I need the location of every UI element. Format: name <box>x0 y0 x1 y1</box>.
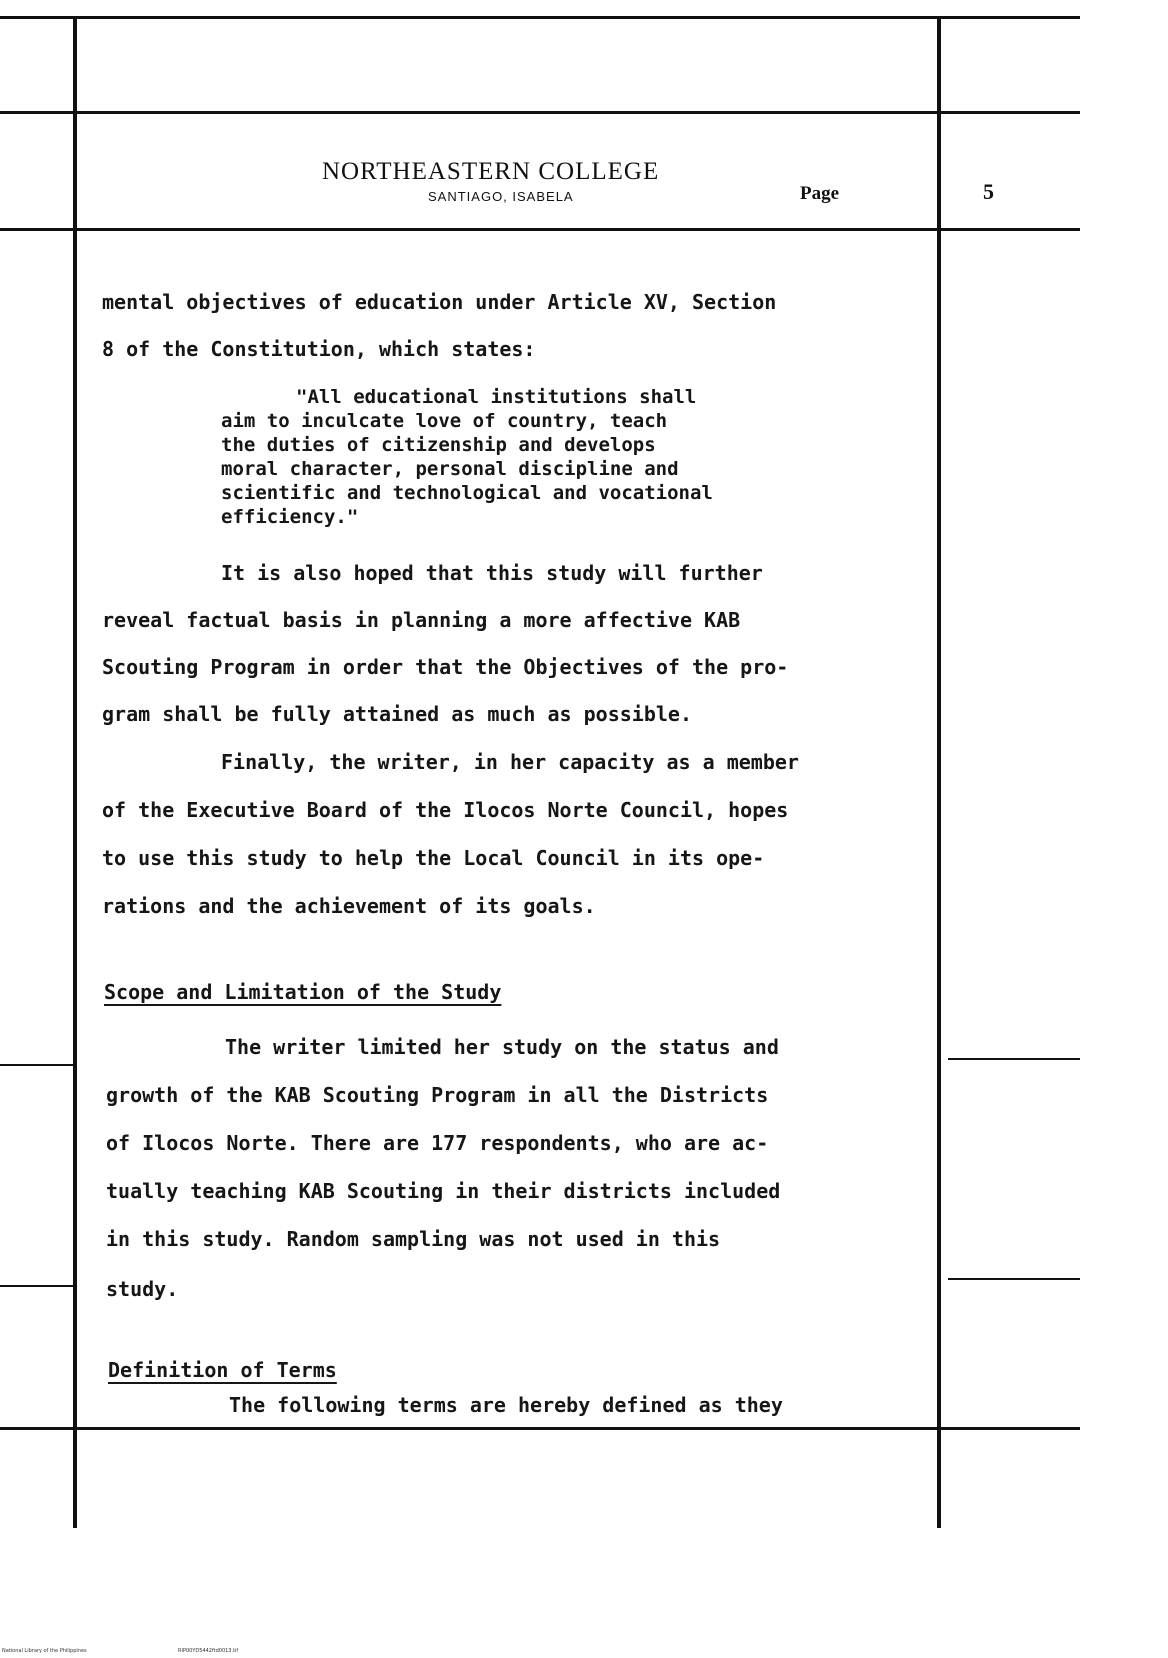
footer-library-credit: National Library of the Philippines <box>2 1648 87 1654</box>
header-top-rule <box>0 111 1080 114</box>
body-line: rations and the achievement of its goals. <box>102 894 596 918</box>
right-margin-tick <box>948 1058 1080 1060</box>
body-line: It is also hoped that this study will further <box>221 561 763 585</box>
body-line: 8 of the Constitution, which states: <box>102 337 536 361</box>
quote-line: aim to inculcate love of country, teach <box>221 410 668 432</box>
body-line: Finally, the writer, in her capacity as a member <box>221 750 799 774</box>
right-margin-rule <box>937 18 941 1528</box>
body-line: of the Executive Board of the Ilocos Norte Council, hopes <box>102 798 789 822</box>
left-margin-tick <box>0 1285 73 1287</box>
body-line: Scouting Program in order that the Objectives of the pro- <box>102 655 789 679</box>
section-heading-scope: Scope and Limitation of the Study <box>104 980 502 1004</box>
page-label: Page <box>800 183 840 204</box>
college-name: NORTHEASTERN COLLEGE <box>322 158 660 185</box>
left-margin-rule <box>73 18 77 1528</box>
body-line: mental objectives of education under Article XV, Section <box>102 290 777 314</box>
body-line: to use this study to help the Local Council in its ope- <box>102 846 765 870</box>
footer-file-id: RIP00YD5442ftd0013.tif <box>178 1648 239 1654</box>
college-location: SANTIAGO, ISABELA <box>428 189 574 204</box>
body-line: gram shall be fully attained as much as possible. <box>102 702 693 726</box>
quote-line: the duties of citizenship and develops <box>221 434 656 456</box>
quote-line: scientific and technological and vocational <box>221 482 713 504</box>
body-line: The following terms are hereby defined as they <box>229 1393 783 1417</box>
quote-line: "All educational institutions shall <box>296 386 697 408</box>
body-line: The writer limited her study on the status and <box>225 1035 779 1059</box>
body-line: tually teaching KAB Scouting in their districts included <box>106 1179 781 1203</box>
left-margin-tick <box>0 1064 73 1066</box>
header-bottom-rule <box>0 228 1080 231</box>
section-heading-definition: Definition of Terms <box>108 1358 337 1382</box>
top-rule <box>0 16 1080 19</box>
bottom-rule <box>0 1427 1080 1430</box>
right-margin-tick <box>948 1278 1080 1280</box>
body-line: growth of the KAB Scouting Program in all the Districts <box>106 1083 769 1107</box>
body-line: in this study. Random sampling was not used in this <box>106 1227 721 1251</box>
body-line: of Ilocos Norte. There are 177 respondents, who are ac- <box>106 1131 769 1155</box>
quote-line: efficiency." <box>221 506 359 528</box>
page-number: 5 <box>983 179 994 204</box>
quote-line: moral character, personal discipline and <box>221 458 679 480</box>
body-line: reveal factual basis in planning a more affective KAB <box>102 608 741 632</box>
body-line: study. <box>106 1277 179 1301</box>
